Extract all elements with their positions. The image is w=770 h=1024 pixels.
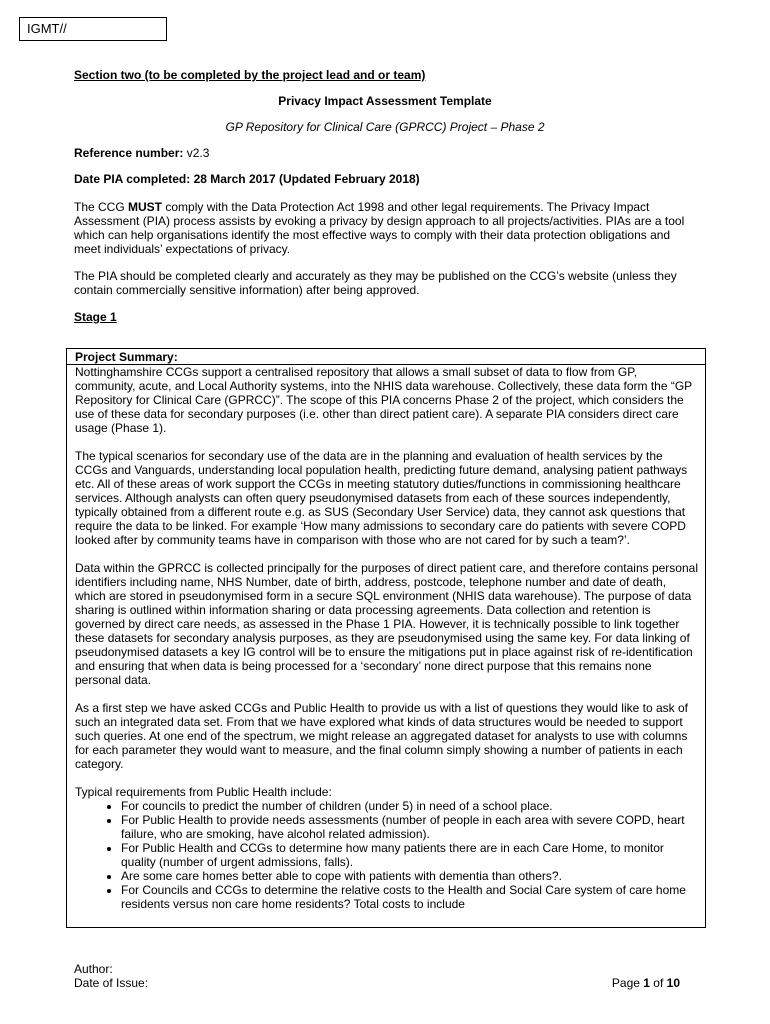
page-number xyxy=(612,976,680,990)
section-heading: Section two (to be completed by the project lead and or team) xyxy=(74,68,426,82)
reference-number-label: Reference number: xyxy=(74,146,184,160)
stage-heading: Stage 1 xyxy=(74,310,117,324)
page-total: 10 xyxy=(666,976,680,990)
page-prefix: Page xyxy=(611,976,644,990)
page-of: of xyxy=(649,976,667,990)
reference-number-line xyxy=(74,146,696,160)
footer-date-of-issue: Date of Issue: xyxy=(74,976,149,990)
reference-box: IGMT// xyxy=(19,17,167,41)
intro-emphasis: MUST xyxy=(128,200,163,214)
requirements-list xyxy=(75,799,698,911)
intro-paragraph-2: The PIA should be completed clearly and accurately as they may be published on the CCG’s website (unless they contain commercially sensitive information) after being approved. xyxy=(74,269,677,297)
summary-paragraph: Nottinghamshire CCGs support a centralised repository that allows a small subset of data to flow from GP, community, acute, and Local Authority systems, into the NHIS data warehouse. Collectively, these data form the “GP Repository for Clinical Care (GPRCC)”. The scope of this PIA concerns Phase 2 of the project, which considers the use of these data for secondary purposes (i.e. other than direct patient care). A separate PIA considers direct care usage (Phase 1). xyxy=(75,365,692,435)
requirements-intro: Typical requirements from Public Health include: xyxy=(75,785,332,799)
project-summary-heading: Project Summary: xyxy=(75,350,178,364)
date-completed: Date PIA completed: 28 March 2017 (Updated February 2018) xyxy=(74,172,420,186)
summary-paragraph: The typical scenarios for secondary use of the data are in the planning and evaluation of health services by the CCGs and Vanguards, understanding local population health, predicting future demand, analysing patient pathways etc. All of these areas of work support the CCGs in meeting statutory duties/functions in commissioning healthcare services. Although analysts can often query pseudonymised datasets from each of these sources independently, typically obtained from a different route e.g. as SUS (Secondary User Service) data, they cannot ask questions that require the data to be linked. For example ‘How many admissions to secondary care do patients with severe COPD looked after by community teams have in comparison with those who are not cared for by such a team?’. xyxy=(75,449,688,547)
reference-number-value: v2.3 xyxy=(183,146,210,160)
summary-paragraph: As a first step we have asked CCGs and Public Health to provide us with a list of questions they would like to ask of such an integrated data set. From that we have explored what kinds of data structures would be needed to support such queries. At one end of the spectrum, we might release an aggregated dataset for analysts to use with columns for each parameter they would want to measure, and the final column simply showing a number of patients in each category. xyxy=(75,701,688,771)
document-subtitle: GP Repository for Clinical Care (GPRCC) Project – Phase 2 xyxy=(225,120,545,134)
footer-author: Author: xyxy=(74,962,113,976)
project-summary-box xyxy=(66,348,706,928)
requirement-item: • For councils to predict the number of children (under 5) in need of a school place. xyxy=(121,799,698,813)
requirement-item: • For Public Health and CCGs to determine how many patients there are in each Care Home, to monitor quality (number of urgent admissions, falls). xyxy=(121,841,698,869)
requirement-item: • For Councils and CCGs to determine the relative costs to the Health and Social Care system of care home residents versus non care home residents? Total costs to include xyxy=(121,883,698,911)
document-title: Privacy Impact Assessment Template xyxy=(278,94,492,108)
intro-text-after: comply with the Data Protection Act 1998 and other legal requirements. The Privacy Impact Assessment (PIA) process assists by evoking a privacy by design approach to all projects/activities. PIAs are a tool which can help organisations identify the most effective ways to comply with their data protection obligations and meet individuals’ expectations of privacy. xyxy=(74,200,685,256)
requirement-item: • For Public Health to provide needs assessments (number of people in each area with severe COPD, heart failure, who are smoking, have alcohol related admission). xyxy=(121,813,698,841)
summary-paragraph: Data within the GPRCC is collected principally for the purposes of direct patient care, and therefore contains personal identifiers including name, NHS Number, date of birth, address, postcode, telephone number and date of death, which are stored in pseudonymised form in a secure SQL environment (NHIS data warehouse). The purpose of data sharing is outlined within information sharing or data processing agreements. Data collection and retention is governed by direct care needs, as assessed in the Phase 1 PIA. However, it is technically possible to link together these datasets for secondary analysis purposes, as they are pseudonymised using the same key. For data linking of pseudonymised datasets a key IG control will be to ensure the mitigations put in place against risk of re-identification and ensuring that when data is being processed for a ‘secondary’ none direct purpose that this remains none personal data. xyxy=(75,561,698,687)
requirement-item: • Are some care homes better able to cope with patients with dementia than others?. xyxy=(121,869,698,883)
intro-paragraph-1 xyxy=(74,200,696,256)
document-body xyxy=(74,68,696,334)
page-current: 1 xyxy=(643,976,650,990)
intro-text-before: The CCG xyxy=(74,200,129,214)
